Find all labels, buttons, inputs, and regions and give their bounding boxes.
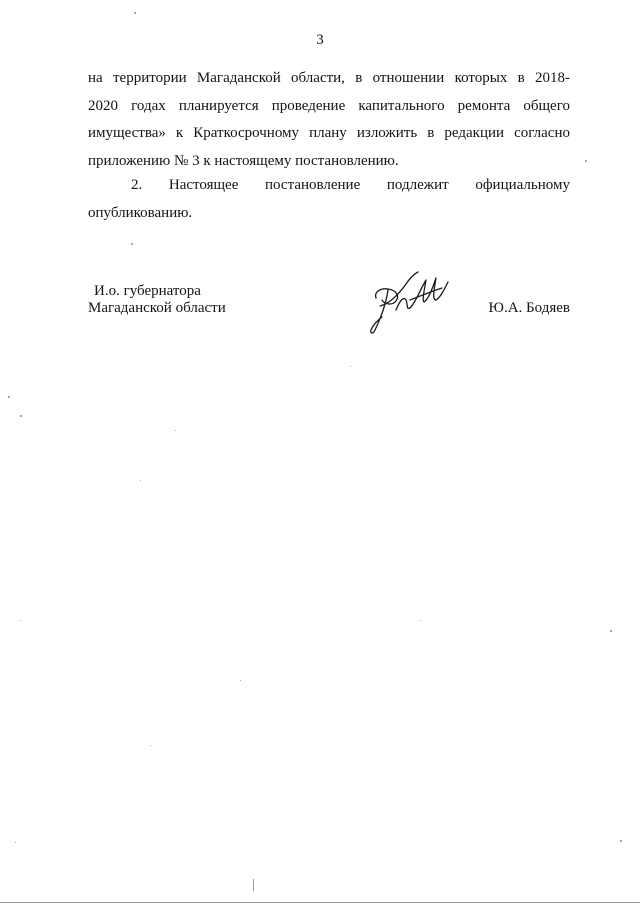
paragraph-1 xyxy=(88,65,570,175)
signature-stroke-letters xyxy=(396,278,448,310)
scan-speck xyxy=(620,840,622,842)
scan-speck xyxy=(420,620,421,621)
handwritten-signature xyxy=(366,270,450,336)
paragraph-2-line-2: опубликованию. xyxy=(88,204,193,221)
scan-speck xyxy=(240,680,241,681)
scan-speck xyxy=(15,842,16,843)
scan-speck xyxy=(20,620,21,621)
scan-speck xyxy=(140,480,141,481)
scan-speck xyxy=(175,430,176,431)
page-number: 3 xyxy=(316,32,324,48)
signatory-title-line-2: Магаданской области xyxy=(88,300,226,316)
signatory-title xyxy=(88,283,226,317)
scan-speck xyxy=(20,415,22,417)
paragraph-2 xyxy=(88,172,570,227)
scan-speck xyxy=(134,12,136,14)
signature-stroke-stem xyxy=(371,290,388,333)
paragraph-1-line-2: 2020 годах планируется проведение капитального ремонта общего xyxy=(88,97,570,114)
scan-speck xyxy=(131,243,133,245)
scan-speck xyxy=(585,160,587,162)
scan-speck xyxy=(610,630,612,632)
paragraph-2-line-1: 2. Настоящее постановление подлежит официальному xyxy=(131,177,570,193)
scan-edge-line xyxy=(0,902,640,903)
paragraph-1-line-3: имущества» к Краткосрочному плану изложить в редакции согласно xyxy=(88,125,570,141)
scan-speck xyxy=(8,396,10,398)
signatory-name: Ю.А. Бодяев xyxy=(488,300,570,316)
signature-stroke-underline xyxy=(410,288,442,300)
signatory-title-line-1: И.о. губернатора xyxy=(94,283,201,299)
scan-mark xyxy=(253,879,254,891)
scan-speck xyxy=(150,745,151,746)
scan-speck xyxy=(350,366,351,367)
paragraph-1-line-4: приложению № 3 к настоящему постановлению. xyxy=(88,152,399,169)
paragraph-1-line-1: на территории Магаданской области, в отношении которых в 2018- xyxy=(88,70,570,86)
